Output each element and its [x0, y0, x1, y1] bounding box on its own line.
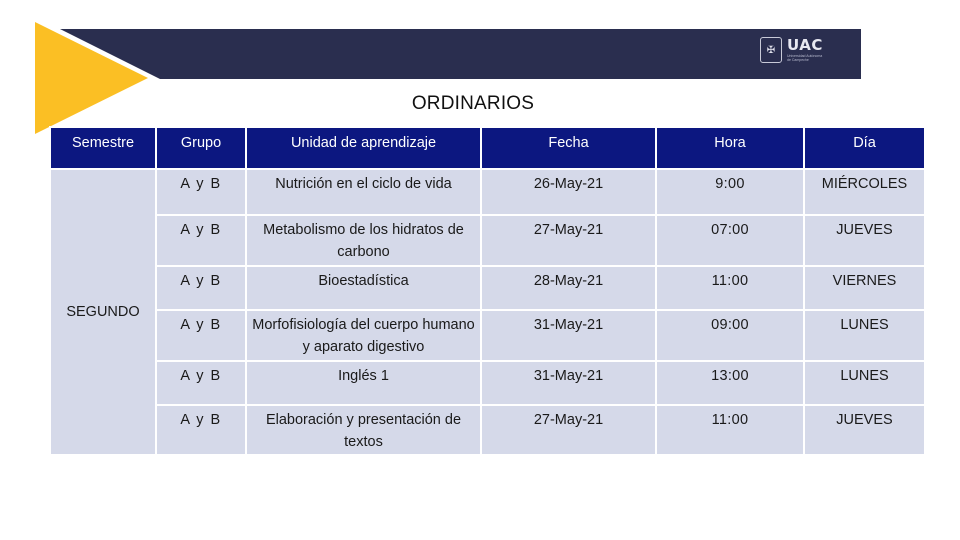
table-row: [50, 169, 925, 215]
hora-cell: 11:00: [656, 266, 804, 310]
grupo-cell: A y B: [156, 266, 246, 310]
university-logo: [760, 33, 850, 67]
hora-cell: 11:00: [656, 405, 804, 455]
unidad-cell: Elaboración y presentación de textos: [246, 405, 481, 455]
dia-cell: JUEVES: [804, 405, 925, 455]
fecha-cell: 31-May-21: [481, 361, 656, 405]
hora-cell: 09:00: [656, 310, 804, 361]
fecha-cell: 27-May-21: [481, 215, 656, 266]
fecha-cell: 28-May-21: [481, 266, 656, 310]
fecha-cell: 26-May-21: [481, 169, 656, 215]
column-header-unidad: Unidad de aprendizaje: [246, 127, 481, 169]
grupo-cell: A y B: [156, 405, 246, 455]
column-header-hora: Hora: [656, 127, 804, 169]
university-seal-icon: ✠: [760, 37, 782, 63]
column-header-dia: Día: [804, 127, 925, 169]
exam-schedule-table: [49, 126, 926, 456]
dia-cell: LUNES: [804, 310, 925, 361]
unidad-cell: Morfofisiología del cuerpo humano y aparato digestivo: [246, 310, 481, 361]
unidad-cell: Metabolismo de los hidratos de carbono: [246, 215, 481, 266]
dia-cell: JUEVES: [804, 215, 925, 266]
unidad-cell: Nutrición en el ciclo de vida: [246, 169, 481, 215]
table-row: [50, 266, 925, 310]
table-row: [50, 310, 925, 361]
header-bar: [60, 29, 861, 79]
fecha-cell: 31-May-21: [481, 310, 656, 361]
grupo-cell: A y B: [156, 310, 246, 361]
dia-cell: MIÉRCOLES: [804, 169, 925, 215]
page-title: ORDINARIOS: [411, 93, 535, 114]
logo-subtitle: Universidad Autónoma de Campeche: [787, 54, 823, 62]
table-header-row: [50, 127, 925, 169]
semestre-cell: SEGUNDO: [50, 169, 156, 455]
dia-cell: LUNES: [804, 361, 925, 405]
grupo-cell: A y B: [156, 215, 246, 266]
column-header-semestre: Semestre: [50, 127, 156, 169]
table-row: [50, 405, 925, 455]
grupo-cell: A y B: [156, 361, 246, 405]
logo-wordmark: UAC: [787, 36, 823, 54]
unidad-cell: Inglés 1: [246, 361, 481, 405]
dia-cell: VIERNES: [804, 266, 925, 310]
hora-cell: 9:00: [656, 169, 804, 215]
column-header-fecha: Fecha: [481, 127, 656, 169]
table-row: [50, 215, 925, 266]
unidad-cell: Bioestadística: [246, 266, 481, 310]
table-row: [50, 361, 925, 405]
column-header-grupo: Grupo: [156, 127, 246, 169]
hora-cell: 13:00: [656, 361, 804, 405]
grupo-cell: A y B: [156, 169, 246, 215]
fecha-cell: 27-May-21: [481, 405, 656, 455]
arrow-triangle-icon: [0, 0, 170, 140]
hora-cell: 07:00: [656, 215, 804, 266]
